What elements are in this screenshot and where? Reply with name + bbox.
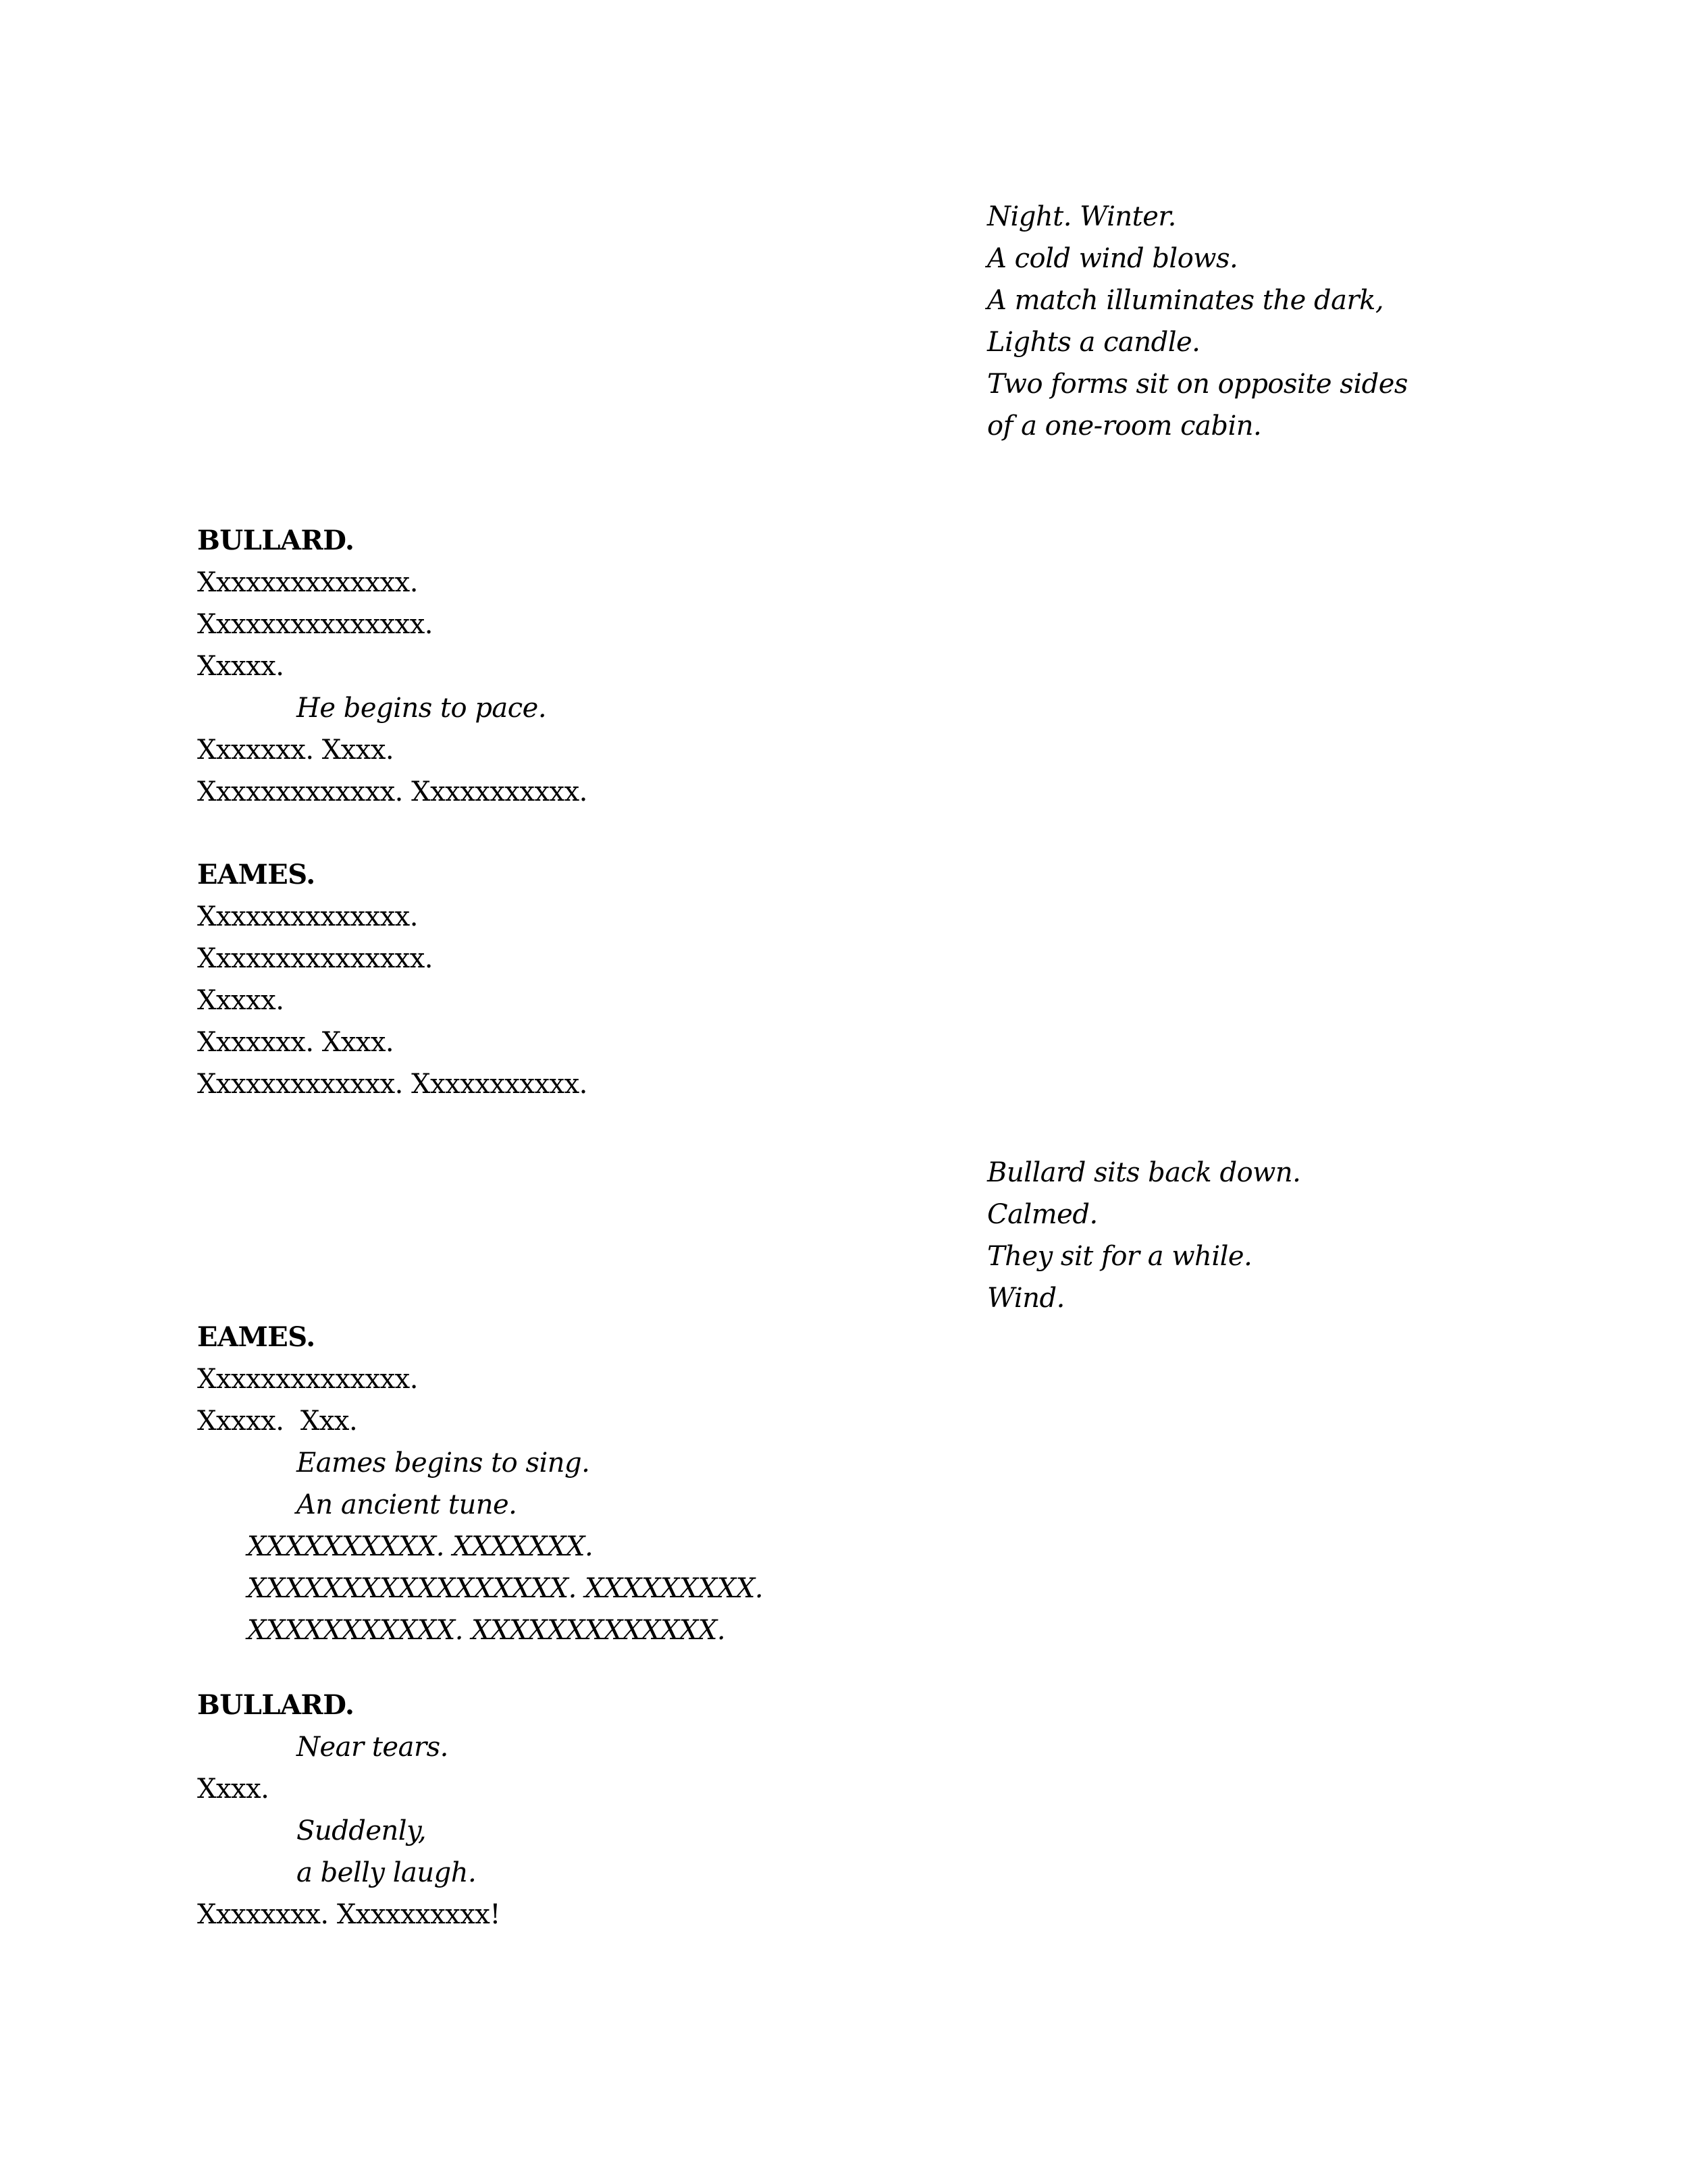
speaker-name: EAMES.: [197, 1321, 315, 1353]
dialogue-line: Xxxxxxx. Xxxx.: [197, 1027, 394, 1058]
dialogue-line: Xxxxxxxxxxxxxxx.: [197, 609, 433, 640]
dialogue-line: Xxxxxxxxxxxxxx.: [197, 901, 418, 932]
dialogue-line: Xxxxx.: [197, 651, 284, 682]
stage-direction-line: Bullard sits back down.: [987, 1157, 1301, 1188]
song-lyric: XXXXXXXXXXX. XXXXXXXXXXXXX.: [247, 1615, 726, 1646]
dialogue-bullard-1: [197, 520, 587, 813]
dialogue-line: Xxxxx.: [197, 985, 284, 1016]
song-lyric: XXXXXXXXXX. XXXXXXX.: [247, 1531, 594, 1562]
dialogue-line: Xxxxxxxxxxxxxx.: [197, 1364, 418, 1395]
stage-direction-line: Lights a candle.: [987, 327, 1201, 358]
stage-direction-line: of a one-room cabin.: [987, 410, 1262, 442]
dialogue-eames-2: [197, 1316, 763, 1651]
mid-stage-direction: [987, 1152, 1300, 1319]
stage-direction-line: A match illuminates the dark,: [987, 285, 1384, 316]
speaker-name: BULLARD.: [197, 1689, 354, 1721]
speaker-name: EAMES.: [197, 859, 315, 890]
inline-stage-direction: Near tears.: [296, 1732, 448, 1763]
inline-stage-direction: Suddenly,: [296, 1815, 427, 1846]
inline-stage-direction: Eames begins to sing.: [296, 1447, 590, 1479]
stage-direction-line: They sit for a while.: [987, 1241, 1252, 1272]
stage-direction-line: Wind.: [987, 1283, 1065, 1314]
dialogue-line: Xxxx.: [197, 1774, 269, 1805]
dialogue-line: Xxxxx. Xxx.: [197, 1406, 358, 1437]
stage-direction-line: A cold wind blows.: [987, 243, 1238, 274]
speaker-name: BULLARD.: [197, 525, 354, 556]
dialogue-bullard-2: [197, 1684, 500, 1936]
dialogue-line: Xxxxxxx. Xxxx.: [197, 735, 394, 766]
dialogue-line: Xxxxxxxxxxxxxxx.: [197, 943, 433, 974]
opening-stage-direction: [987, 196, 1408, 447]
inline-stage-direction: a belly laugh.: [296, 1857, 477, 1888]
song-lyric: XXXXXXXXXXXXXXXXX. XXXXXXXXX.: [247, 1573, 764, 1604]
dialogue-line: Xxxxxxxxxxxxxx.: [197, 567, 418, 598]
stage-direction-line: Calmed.: [987, 1199, 1098, 1230]
stage-direction-line: Two forms sit on opposite sides: [987, 369, 1408, 400]
dialogue-eames-1: [197, 854, 587, 1105]
dialogue-line: Xxxxxxxx. Xxxxxxxxxx!: [197, 1899, 500, 1930]
stage-direction-line: Night. Winter.: [987, 201, 1176, 232]
inline-stage-direction: An ancient tune.: [296, 1489, 517, 1520]
inline-stage-direction: He begins to pace.: [296, 693, 547, 724]
dialogue-line: Xxxxxxxxxxxxx. Xxxxxxxxxxx.: [197, 776, 587, 807]
dialogue-line: Xxxxxxxxxxxxx. Xxxxxxxxxxx.: [197, 1069, 587, 1100]
